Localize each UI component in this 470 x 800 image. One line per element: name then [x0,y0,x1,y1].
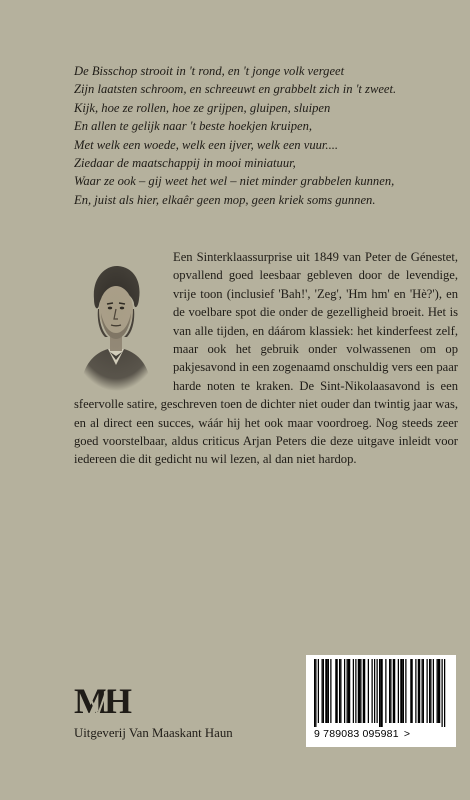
barcode-bar [372,659,373,723]
barcode-bar [385,659,386,723]
barcode-bars [312,659,448,727]
barcode-bar [339,659,340,723]
barcode-bar [363,659,364,723]
publisher-name: Uitgeverij Van Maaskant Haun [74,726,233,740]
publisher-logo [74,683,136,717]
poem-line: Zijn laatsten schroom, en schreeuwt en grabbelt zich in 't zweet. [74,82,397,97]
poem-line: En, juist als hier, elkaêr geen mop, geen kriek soms gunnen. [74,192,376,207]
isbn-number [314,728,410,740]
barcode-bar [442,659,443,727]
author-portrait [72,253,160,391]
barcode-bar [433,659,434,723]
svg-text:H: H [104,683,133,717]
description-text: Een Sinterklaassurprise uit 1849 van Peter de Génestet, opvallend goed leesbaar gebleven door de levendige, vrije toon (inclusief 'Bah!', 'Zeg', 'Hm hm' en 'Hè?'), en de voelbare spot die onder de gezelligheid broeit. Het is van alle tijden, en dáárom klassiek: het kinderfeest zelf, maar ook het gebruik onder volwassenen om op pakjesavond in een zogenaamd onschuldig vers een paar harde noten te kraken. De Sint-Nikolaasavond is een sfeervolle satire, geschreven toen de dichter niet ouder dan twintig jaar was, en al direct een succes, wáár hij het ook maar voordroeg. Nog steeds zeer goed voorstelbaar, aldus criticus Arjan Peters die deze uitgave inleidt voor iedereen die dit gedicht nu wil lezen, al dan niet hardop. [74,250,459,467]
isbn-barcode [306,655,456,747]
barcode-bar [368,659,369,723]
poem-line: Kijk, hoe ze rollen, hoe ze grijpen, gluipen, sluipen [74,100,331,115]
barcode-bar [327,659,328,723]
barcode-bar [322,659,323,723]
barcode-bar [390,659,391,723]
barcode-bar [347,659,348,723]
isbn-digits: 9 789083 095981 [314,728,399,740]
barcode-bar [380,659,381,727]
barcode-bar [403,659,404,723]
barcode-bar [418,659,419,723]
barcode-bar [444,659,445,727]
barcode-bar [364,659,365,723]
barcode-bar [374,659,375,723]
barcode-bar [394,659,395,723]
barcode-bar [423,659,424,723]
barcode-bar [379,659,380,727]
poem-line: Ziedaar de maatschappij in mooi miniatuur, [74,156,296,171]
barcode-bar [427,659,428,723]
barcode-bar [353,659,354,723]
barcode-bar [389,659,390,723]
barcode-bar [337,659,338,723]
barcode-bar [393,659,394,723]
barcode-bar [410,659,411,723]
barcode-bar [360,659,361,723]
poem-line: Waar ze ook – gij weet het wel – niet minder grabbelen kunnen, [74,174,395,189]
poem-line: De Bisschop strooit in 't rond, en 't jonge volk vergeet [74,64,345,78]
barcode-bar [419,659,420,723]
barcode-bar [330,659,331,723]
barcode-bar [405,659,406,723]
barcode-bar [315,659,316,727]
barcode-bar [355,659,356,723]
barcode-bar [358,659,359,723]
barcode-bar [348,659,349,723]
barcode-bar [438,659,439,723]
barcode-bar [318,659,319,723]
barcode-bar [323,659,324,723]
barcode-bar [437,659,438,723]
barcode-bar [335,659,336,723]
barcode-bar [340,659,341,723]
barcode-bar [325,659,326,723]
barcode-bar [344,659,345,723]
barcode-bar [430,659,431,723]
barcode-bar [377,659,378,723]
poem-line: Met welk een woede, welk een ijver, welk een vuur.... [74,137,339,152]
isbn-addon-mark: > [403,728,411,740]
barcode-bar [314,659,315,727]
barcode-bar [328,659,329,723]
poem-line: En allen te gelijk naar 't beste hoekjen kruipen, [74,119,313,134]
poem-excerpt [74,62,454,209]
svg-text:M: M [74,683,105,717]
barcode-bar [398,659,399,723]
barcode-bar [382,659,383,727]
barcode-bar [429,659,430,723]
barcode-bar [402,659,403,723]
barcode-bar [415,659,416,723]
barcode-bar [359,659,360,723]
barcode-bar [400,659,401,723]
barcode-bar [349,659,350,723]
barcode-bar [412,659,413,723]
barcode-bar [422,659,423,723]
barcode-bar [439,659,440,723]
